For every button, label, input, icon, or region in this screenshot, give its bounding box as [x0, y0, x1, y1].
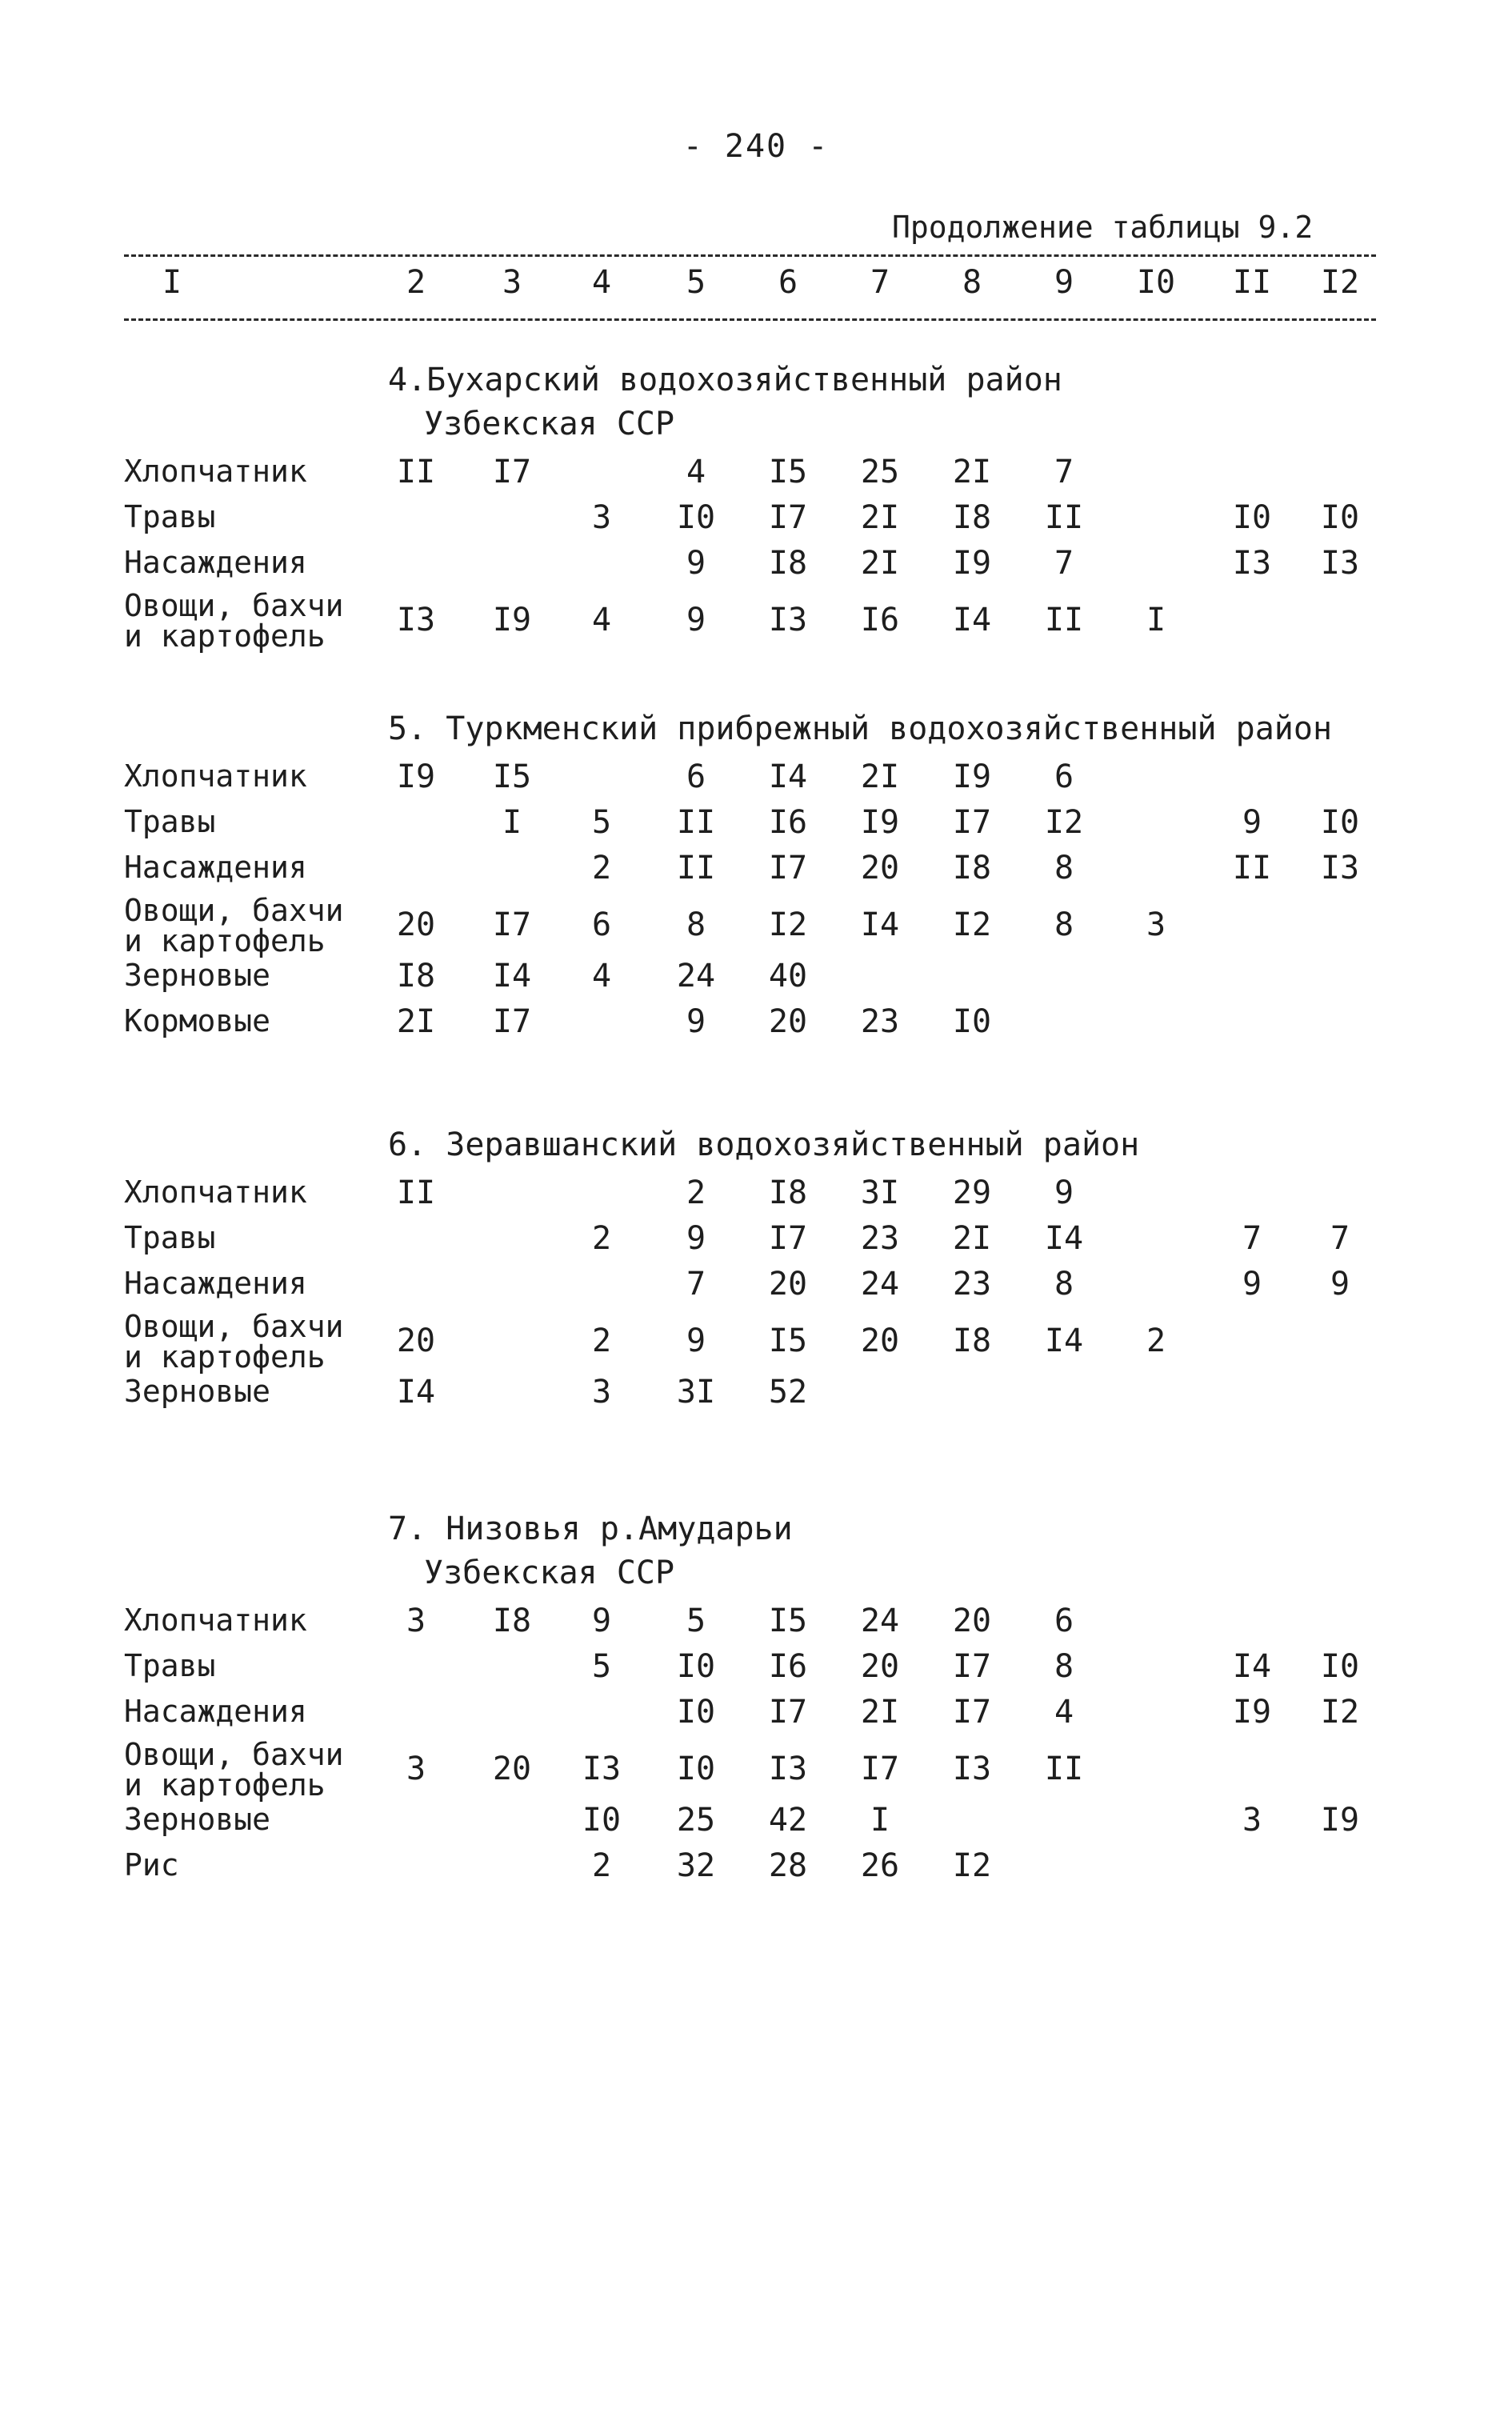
table-cell: I4	[396, 1374, 436, 1411]
table-cell: 5	[686, 1603, 706, 1639]
table-cell: 8	[1054, 850, 1074, 886]
table-cell: 4	[1054, 1694, 1074, 1731]
table-cell: 6	[686, 758, 706, 795]
row-label-line: Кормовые	[124, 1003, 271, 1038]
row-label-line: Насаждения	[124, 1266, 307, 1301]
row-label-line: Зерновые	[124, 958, 271, 993]
section-title: 6. Зеравшанский водохозяйственный район	[388, 1126, 1140, 1163]
table-cell: 9	[686, 1003, 706, 1040]
table-cell: I4	[492, 958, 532, 994]
table-row	[0, 588, 1512, 654]
row-label	[124, 1603, 307, 1638]
table-cell: 7	[1054, 454, 1074, 490]
row-label	[124, 1220, 215, 1255]
table-cell: 2I	[952, 454, 992, 490]
table-row	[0, 1648, 1512, 1696]
table-row	[0, 1802, 1512, 1850]
table-cell: 9	[1330, 1266, 1350, 1303]
table-cell: 5	[591, 804, 612, 841]
header-col-7: 7	[870, 264, 890, 301]
table-cell: I7	[492, 1003, 532, 1040]
table-cell: II	[1044, 1751, 1084, 1787]
table-cell: I3	[768, 1751, 808, 1787]
row-label-line: Насаждения	[124, 545, 307, 580]
header-col-9: 9	[1054, 264, 1074, 301]
table-cell: I0	[1320, 804, 1360, 841]
table-cell: I8	[768, 545, 808, 582]
row-label-line: и картофель	[124, 1767, 326, 1803]
table-cell: I3	[582, 1751, 622, 1787]
table-cell: 8	[1054, 1648, 1074, 1685]
row-label	[124, 895, 344, 956]
table-cell: 7	[1242, 1220, 1262, 1257]
table-row	[0, 1309, 1512, 1375]
row-label	[124, 958, 270, 993]
table-cell: I2	[952, 906, 992, 943]
row-label-line: и картофель	[124, 618, 326, 654]
table-cell: I7	[952, 804, 992, 841]
table-cell: I4	[768, 758, 808, 795]
table-cell: I0	[1320, 1648, 1360, 1685]
section-title: 7. Низовья р.Амударьи	[388, 1511, 793, 1547]
row-label	[124, 804, 215, 839]
table-cell: I7	[952, 1694, 992, 1731]
row-label	[124, 499, 215, 534]
table-cell: 9	[686, 1220, 706, 1257]
table-cell: 32	[676, 1847, 716, 1884]
table-cell: 2I	[860, 1694, 900, 1731]
table-cell: I5	[492, 758, 532, 795]
table-row	[0, 1847, 1512, 1895]
table-cell: 3	[1146, 906, 1166, 943]
table-cell: 9	[1242, 804, 1262, 841]
header-col-4: 4	[591, 264, 612, 301]
table-cell: I0	[676, 499, 716, 536]
table-cell: 9	[686, 602, 706, 638]
page-number: - 240 -	[682, 128, 830, 165]
row-label-line: и картофель	[124, 923, 326, 958]
table-cell: I9	[492, 602, 532, 638]
table-row	[0, 1603, 1512, 1651]
row-label	[124, 1847, 179, 1883]
header-col-3: 3	[502, 264, 522, 301]
table-cell: 7	[1054, 545, 1074, 582]
table-cell: I8	[768, 1174, 808, 1211]
row-label-line: Насаждения	[124, 1694, 307, 1729]
table-cell: 23	[860, 1220, 900, 1257]
row-label-line: и картофель	[124, 1339, 326, 1375]
table-cell: 3	[591, 499, 612, 536]
table-cell: II	[1232, 850, 1272, 886]
table-cell: 2	[591, 1847, 612, 1884]
table-cell: 2I	[952, 1220, 992, 1257]
table-cell: I7	[768, 1694, 808, 1731]
table-cell: 3	[406, 1603, 426, 1639]
table-row	[0, 1174, 1512, 1223]
table-caption: Продолжение таблицы 9.2	[892, 210, 1314, 245]
table-cell: 5	[591, 1648, 612, 1685]
table-row	[0, 893, 1512, 958]
table-cell: II	[396, 454, 436, 490]
table-cell: I0	[676, 1694, 716, 1731]
table-cell: 3	[406, 1751, 426, 1787]
table-cell: 6	[591, 906, 612, 943]
table-cell: I2	[768, 906, 808, 943]
section-title: Узбекская ССР	[424, 1555, 675, 1591]
table-cell: 2I	[396, 1003, 436, 1040]
table-cell: I7	[768, 1220, 808, 1257]
table-cell: 9	[1242, 1266, 1262, 1303]
table-cell: I	[1146, 602, 1166, 638]
table-cell: 2	[686, 1174, 706, 1211]
section-title: 4.Бухарский водохозяйственный район	[388, 362, 1062, 398]
section-title: Узбекская ССР	[424, 406, 675, 442]
table-cell: I3	[952, 1751, 992, 1787]
table-cell: I5	[768, 1603, 808, 1639]
header-col-12: I2	[1320, 264, 1360, 301]
table-cell: 4	[686, 454, 706, 490]
table-row	[0, 804, 1512, 852]
table-cell: 4	[591, 602, 612, 638]
row-label-line: Травы	[124, 804, 216, 839]
table-row	[0, 545, 1512, 593]
table-cell: 20	[492, 1751, 532, 1787]
table-header	[0, 264, 1512, 304]
table-cell: I0	[676, 1648, 716, 1685]
table-row	[0, 499, 1512, 547]
table-cell: I7	[952, 1648, 992, 1685]
table-cell: 24	[860, 1266, 900, 1303]
table-cell: 52	[768, 1374, 808, 1411]
row-label-line: Зерновые	[124, 1802, 271, 1837]
table-cell: I3	[396, 602, 436, 638]
table-cell: 9	[686, 545, 706, 582]
table-row	[0, 1737, 1512, 1803]
table-cell: I8	[952, 1323, 992, 1359]
table-cell: I	[870, 1802, 890, 1839]
table-cell: I8	[396, 958, 436, 994]
table-cell: 9	[686, 1323, 706, 1359]
header-col-6: 6	[778, 264, 798, 301]
row-label	[124, 758, 307, 794]
table-row	[0, 1220, 1512, 1268]
table-cell: I4	[1044, 1220, 1084, 1257]
row-label-line: Хлопчатник	[124, 1603, 307, 1638]
row-label	[124, 1309, 344, 1375]
table-cell: 6	[1054, 758, 1074, 795]
table-cell: 40	[768, 958, 808, 994]
table-cell: I4	[1232, 1648, 1272, 1685]
table-cell: I9	[860, 804, 900, 841]
table-cell: 20	[396, 906, 436, 943]
table-cell: I3	[768, 602, 808, 638]
row-label-line: Овощи, бахчи	[124, 893, 344, 928]
table-cell: 6	[1054, 1603, 1074, 1639]
table-cell: 42	[768, 1802, 808, 1839]
table-row	[0, 1266, 1512, 1314]
row-label-line: Насаждения	[124, 850, 307, 885]
table-cell: 29	[952, 1174, 992, 1211]
table-cell: I0	[676, 1751, 716, 1787]
table-cell: I0	[952, 1003, 992, 1040]
table-cell: 24	[860, 1603, 900, 1639]
table-cell: 2	[591, 850, 612, 886]
header-top-rule	[124, 254, 1376, 257]
table-cell: 2	[591, 1220, 612, 1257]
table-cell: II	[676, 850, 716, 886]
table-row	[0, 1374, 1512, 1422]
table-cell: I0	[1232, 499, 1272, 536]
table-cell: 8	[1054, 906, 1074, 943]
row-label-line: Овощи, бахчи	[124, 1737, 344, 1772]
row-label	[124, 1648, 215, 1683]
table-cell: 20	[952, 1603, 992, 1639]
table-cell: II	[676, 804, 716, 841]
row-label	[124, 1003, 270, 1038]
table-cell: I4	[952, 602, 992, 638]
table-cell: I2	[1044, 804, 1084, 841]
table-cell: I6	[860, 602, 900, 638]
header-col-1: I	[162, 264, 182, 301]
table-cell: 2I	[860, 758, 900, 795]
row-label	[124, 1737, 344, 1803]
row-label	[124, 1174, 307, 1210]
header-col-2: 2	[406, 264, 426, 301]
table-cell: I4	[1044, 1323, 1084, 1359]
table-row	[0, 758, 1512, 806]
table-cell: I8	[492, 1603, 532, 1639]
row-label	[124, 1694, 307, 1729]
row-label-line: Травы	[124, 499, 216, 534]
table-cell: 4	[591, 958, 612, 994]
table-cell: 8	[686, 906, 706, 943]
table-cell: I9	[952, 758, 992, 795]
row-label	[124, 1266, 307, 1301]
table-cell: I7	[768, 499, 808, 536]
table-cell: I9	[1232, 1694, 1272, 1731]
row-label-line: Зерновые	[124, 1374, 271, 1409]
table-cell: 20	[768, 1003, 808, 1040]
table-cell: I9	[952, 545, 992, 582]
table-cell: 23	[952, 1266, 992, 1303]
row-label-line: Овощи, бахчи	[124, 588, 344, 623]
table-cell: 25	[860, 454, 900, 490]
table-cell: I7	[768, 850, 808, 886]
table-cell: I3	[1232, 545, 1272, 582]
table-cell: 28	[768, 1847, 808, 1884]
row-label	[124, 545, 307, 580]
table-cell: I7	[860, 1751, 900, 1787]
table-cell: I3	[1320, 850, 1360, 886]
table-cell: 20	[768, 1266, 808, 1303]
header-col-5: 5	[686, 264, 706, 301]
row-label-line: Травы	[124, 1648, 216, 1683]
table-row	[0, 1003, 1512, 1051]
row-label	[124, 1374, 270, 1409]
table-row	[0, 850, 1512, 898]
table-cell: II	[396, 1174, 436, 1211]
section-title: 5. Туркменский прибрежный водохозяйственный район	[388, 710, 1333, 747]
row-label	[124, 588, 344, 654]
table-cell: I5	[768, 1323, 808, 1359]
table-cell: 7	[1330, 1220, 1350, 1257]
table-cell: 3	[591, 1374, 612, 1411]
table-cell: 2	[1146, 1323, 1166, 1359]
table-cell: I	[502, 804, 522, 841]
table-cell: 9	[591, 1603, 612, 1639]
header-col-8: 8	[962, 264, 982, 301]
table-cell: 3	[1242, 1802, 1262, 1839]
table-cell: II	[1044, 499, 1084, 536]
row-label-line: Травы	[124, 1220, 216, 1255]
table-cell: 25	[676, 1802, 716, 1839]
table-cell: 3I	[676, 1374, 716, 1411]
table-cell: 20	[396, 1323, 436, 1359]
row-label-line: Хлопчатник	[124, 454, 307, 489]
table-cell: I9	[396, 758, 436, 795]
table-cell: 26	[860, 1847, 900, 1884]
table-cell: I6	[768, 1648, 808, 1685]
table-cell: 8	[1054, 1266, 1074, 1303]
row-label	[124, 1802, 270, 1837]
table-cell: 2I	[860, 545, 900, 582]
header-bottom-rule	[124, 318, 1376, 321]
table-cell: 20	[860, 1323, 900, 1359]
row-label	[124, 454, 307, 489]
table-row	[0, 454, 1512, 502]
table-cell: I8	[952, 499, 992, 536]
table-row	[0, 1694, 1512, 1742]
table-cell: I6	[768, 804, 808, 841]
row-label-line: Хлопчатник	[124, 758, 307, 794]
row-label	[124, 850, 307, 885]
table-cell: 2	[591, 1323, 612, 1359]
table-cell: I5	[768, 454, 808, 490]
row-label-line: Хлопчатник	[124, 1174, 307, 1210]
table-cell: I8	[952, 850, 992, 886]
table-cell: I4	[860, 906, 900, 943]
table-cell: I0	[1320, 499, 1360, 536]
table-cell: 2I	[860, 499, 900, 536]
table-cell: II	[1044, 602, 1084, 638]
table-cell: I7	[492, 454, 532, 490]
table-cell: I7	[492, 906, 532, 943]
table-cell: I9	[1320, 1802, 1360, 1839]
table-cell: 23	[860, 1003, 900, 1040]
table-cell: 7	[686, 1266, 706, 1303]
header-col-11: II	[1232, 264, 1272, 301]
table-cell: I0	[582, 1802, 622, 1839]
table-cell: 3I	[860, 1174, 900, 1211]
header-col-10: I0	[1136, 264, 1176, 301]
table-cell: I3	[1320, 545, 1360, 582]
table-cell: 24	[676, 958, 716, 994]
table-cell: 20	[860, 850, 900, 886]
table-cell: 20	[860, 1648, 900, 1685]
table-cell: I2	[952, 1847, 992, 1884]
row-label-line: Овощи, бахчи	[124, 1309, 344, 1344]
table-cell: 9	[1054, 1174, 1074, 1211]
table-row	[0, 958, 1512, 1006]
table-cell: I2	[1320, 1694, 1360, 1731]
row-label-line: Рис	[124, 1847, 179, 1883]
